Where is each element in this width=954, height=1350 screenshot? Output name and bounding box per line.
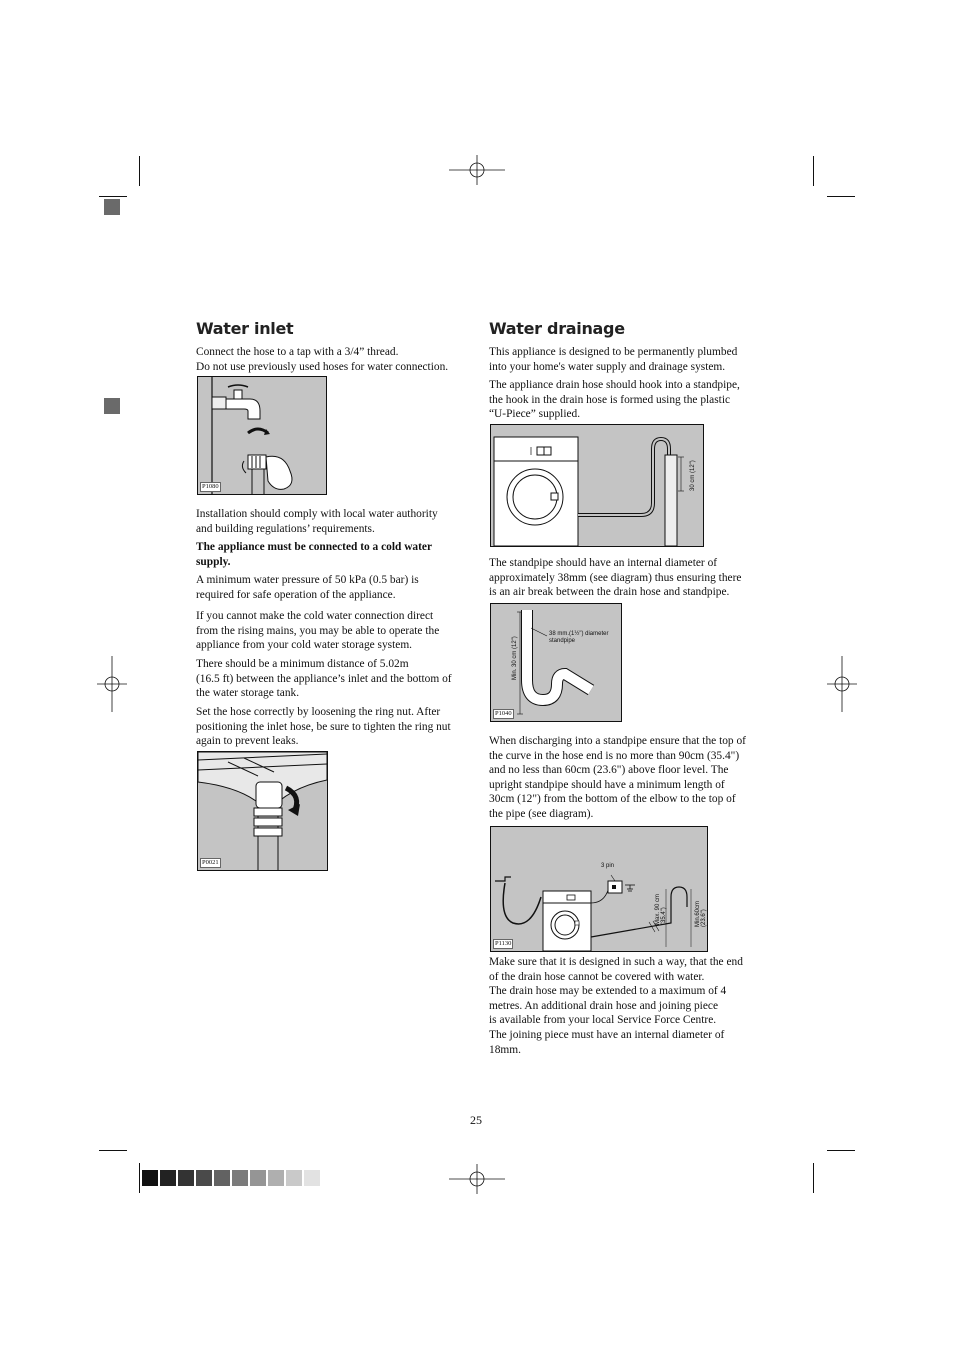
crop-mark: [139, 1163, 140, 1193]
registration-mark: [97, 656, 127, 712]
water-inlet-regulations-text: Installation should comply with local water authority and building regulations’ requirements.: [196, 508, 438, 535]
crop-mark: [827, 1150, 855, 1151]
figure-code: P1040: [495, 710, 512, 717]
crop-mark: [139, 156, 140, 186]
cold-water-warning-text: The appliance must be connected to a cold water supply.: [196, 541, 433, 568]
standpipe-diameter-label: 38 mm.(1½") diameter standpipe: [549, 631, 609, 644]
standpipe-diameter-text: The standpipe should have an internal diameter of approximately 38mm (see diagram) thus ensuring there is an air break between the drain hose and standpipe.: [489, 557, 742, 599]
installation-heights-figure: [490, 826, 708, 952]
registration-mark: [827, 656, 857, 712]
plug-label: 3 pin: [601, 863, 615, 869]
color-swatch: [160, 1170, 176, 1186]
ring-nut-figure: [197, 751, 328, 871]
color-swatch: [232, 1170, 248, 1186]
registration-mark: [449, 155, 505, 185]
ring-nut-text: Set the hose correctly by loosening the ring nut. After positioning the inlet hose, be sure to tighten the ring nut again to prevent leaks.: [196, 706, 451, 748]
crop-mark: [827, 196, 855, 197]
standpipe-diameter-figure: [490, 603, 622, 722]
crop-mark: [813, 156, 814, 186]
color-swatch: [196, 1170, 212, 1186]
figure-code: P0021: [202, 859, 219, 866]
color-swatch: [286, 1170, 302, 1186]
minimum-distance-text: There should be a minimum distance of 5.02m (16.5 ft) between the appliance’s inlet and the bottom of the water storage tank.: [196, 658, 452, 700]
corner-square-mark: [104, 199, 120, 215]
color-swatch: [178, 1170, 194, 1186]
discharge-height-text: When discharging into a standpipe ensure that the top of the curve in the hose end is no more than 90cm (35.4") and no less than 60cm (23.6") above floor level. The upright standpipe should have a minimum length of 30cm (12") from the bottom of the elbow to the top of the pipe (see diagram).: [489, 735, 746, 820]
water-drainage-heading: Water drainage: [489, 319, 625, 338]
water-inlet-intro: Connect the hose to a tap with a 3/4” thread. Do not use previously used hoses for water connection.: [196, 346, 449, 373]
plumbing-intro-text: This appliance is designed to be permanently plumbed into your home's water supply and drainage system.: [489, 346, 738, 373]
drain-hose-extension-text: Make sure that it is designed in such a way, that the end of the drain hose cannot be covered with water. The drain hose may be extended to a maximum of 4 metres. An additional drain hose and joining piece is available from your local Service Force Centre. The joining piece must have an internal diameter of 18mm.: [489, 956, 743, 1056]
crop-mark: [99, 196, 127, 197]
drain-hose-standpipe-figure: [490, 424, 704, 547]
page-number: 25: [470, 1113, 482, 1127]
crop-mark: [813, 1163, 814, 1193]
min-height-label: Min.60cm (23.6"): [695, 900, 707, 927]
standpipe-hook-text: The appliance drain hose should hook into a standpipe, the hook in the drain hose is formed using the plastic “U-Piece” supplied.: [489, 379, 740, 421]
registration-mark: [449, 1164, 505, 1194]
figure-code: P1130: [495, 940, 512, 947]
water-inlet-heading: Water inlet: [196, 319, 294, 338]
color-swatch: [214, 1170, 230, 1186]
color-swatch: [268, 1170, 284, 1186]
figure-code: P1080: [202, 483, 219, 490]
max-height-label: Max. 90 cm (35.4"): [655, 893, 667, 925]
min-length-label: Min. 30 cm (12"): [512, 636, 518, 680]
color-swatch: [250, 1170, 266, 1186]
color-swatch: [142, 1170, 158, 1186]
storage-system-text: If you cannot make the cold water connection direct from the rising mains, you may be able to operate the appliance from your cold water storage system.: [196, 610, 440, 652]
water-pressure-text: A minimum water pressure of 50 kPa (0.5 bar) is required for safe operation of the appliance.: [196, 574, 419, 601]
crop-mark: [99, 1150, 127, 1151]
corner-square-mark: [104, 398, 120, 414]
color-swatch: [304, 1170, 320, 1186]
standpipe-length-label: 30 cm (12"): [690, 460, 696, 491]
tap-connection-figure: [197, 376, 327, 495]
